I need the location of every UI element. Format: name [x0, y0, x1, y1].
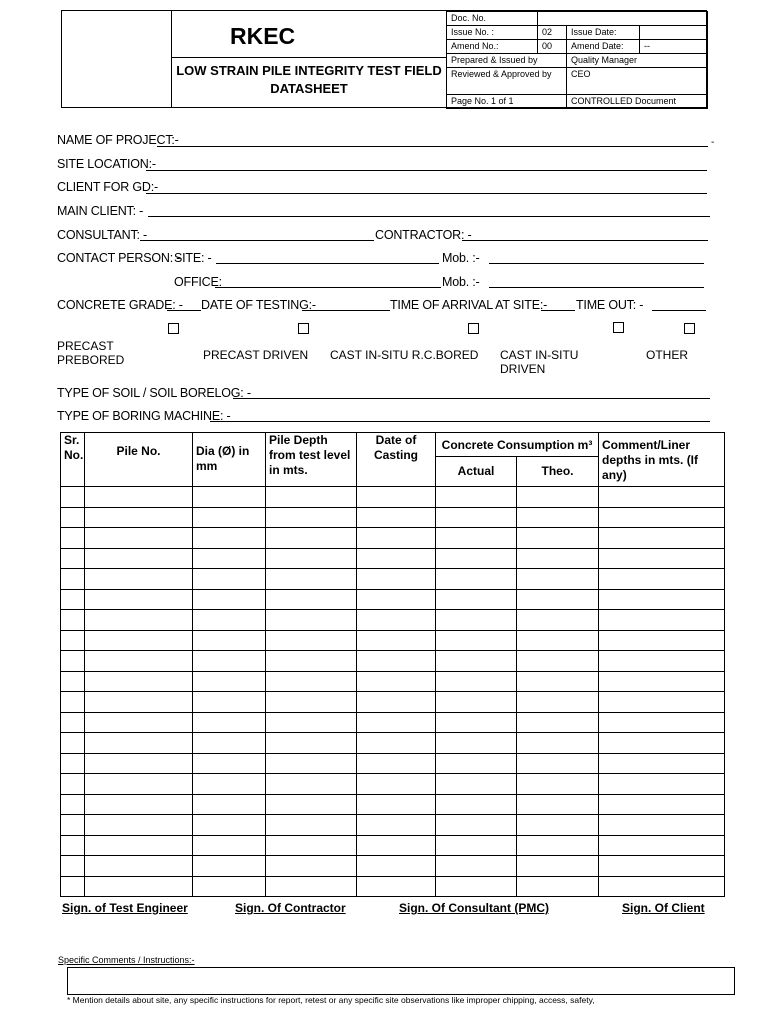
soil-field[interactable] [233, 398, 710, 399]
table-cell[interactable] [266, 569, 357, 590]
table-cell[interactable] [599, 528, 725, 549]
table-cell[interactable] [436, 651, 517, 672]
table-cell[interactable] [266, 815, 357, 836]
table-row [61, 835, 725, 856]
document-title [172, 58, 446, 108]
table-cell[interactable] [61, 651, 85, 672]
table-cell[interactable] [266, 692, 357, 713]
doc-no-value [538, 12, 708, 26]
table-cell[interactable] [193, 733, 266, 754]
table-cell[interactable] [61, 835, 85, 856]
amend-no-label: Amend No.: [447, 40, 538, 54]
document-control-table [446, 11, 708, 109]
contractor-label: CONTRACTOR: - [375, 228, 472, 242]
comment-header-text: Comment/Liner depths in mts. (If any) [602, 438, 699, 482]
reviewed-label: Reviewed & Approved by [447, 68, 567, 95]
table-cell[interactable] [436, 712, 517, 733]
table-cell[interactable] [193, 876, 266, 897]
table-cell[interactable] [61, 753, 85, 774]
boring-machine-field[interactable] [210, 421, 710, 422]
table-cell[interactable] [193, 671, 266, 692]
amend-no-value: 00 [538, 40, 567, 54]
table-cell[interactable] [436, 548, 517, 569]
issue-no-label: Issue No. : [447, 26, 538, 40]
table-cell[interactable] [266, 856, 357, 877]
contractor-field[interactable] [462, 240, 708, 241]
table-cell[interactable] [193, 856, 266, 877]
table-cell[interactable] [517, 610, 599, 631]
table-cell[interactable] [357, 589, 436, 610]
table-cell[interactable] [517, 753, 599, 774]
table-cell[interactable] [517, 876, 599, 897]
table-cell[interactable] [85, 630, 193, 651]
table-row [61, 487, 725, 508]
table-cell[interactable] [193, 835, 266, 856]
contractor-signature: Sign. Of Contractor [235, 901, 346, 915]
table-cell[interactable] [436, 528, 517, 549]
table-cell[interactable] [266, 712, 357, 733]
table-cell[interactable] [266, 507, 357, 528]
table-row [61, 856, 725, 877]
table-cell[interactable] [266, 835, 357, 856]
table-cell[interactable] [85, 671, 193, 692]
table-cell[interactable] [436, 835, 517, 856]
table-cell[interactable] [517, 671, 599, 692]
main-client-field[interactable] [148, 216, 710, 217]
main-client-label: MAIN CLIENT: - [57, 204, 144, 218]
table-cell[interactable] [61, 692, 85, 713]
precast-prebored-label: PRECAST PREBORED [57, 339, 125, 367]
table-cell[interactable] [193, 692, 266, 713]
table-cell[interactable] [85, 610, 193, 631]
mob-field-2[interactable] [489, 287, 704, 288]
precast-prebored-checkbox[interactable] [168, 323, 179, 334]
concrete-grade-label: CONCRETE GRADE: - [57, 298, 183, 312]
table-row [61, 630, 725, 651]
table-row [61, 548, 725, 569]
table-row [61, 733, 725, 754]
reviewed-value: CEO [567, 68, 708, 95]
table-cell[interactable] [61, 589, 85, 610]
table-cell[interactable] [61, 507, 85, 528]
cast-driven-checkbox[interactable] [613, 322, 624, 333]
table-row [61, 794, 725, 815]
table-cell[interactable] [61, 548, 85, 569]
table-cell[interactable] [266, 876, 357, 897]
table-cell[interactable] [85, 651, 193, 672]
table-cell[interactable] [357, 876, 436, 897]
table-cell[interactable] [266, 774, 357, 795]
table-cell[interactable] [266, 794, 357, 815]
table-cell[interactable] [599, 733, 725, 754]
table-cell[interactable] [61, 487, 85, 508]
table-body [61, 487, 725, 897]
time-out-label: TIME OUT: - [576, 298, 644, 312]
table-cell[interactable] [436, 692, 517, 713]
company-name: RKEC [172, 11, 446, 58]
table-cell[interactable] [599, 487, 725, 508]
table-cell[interactable] [517, 712, 599, 733]
table-cell[interactable] [357, 671, 436, 692]
table-cell[interactable] [436, 630, 517, 651]
table-cell[interactable] [85, 548, 193, 569]
table-cell[interactable] [599, 589, 725, 610]
table-cell[interactable] [85, 569, 193, 590]
table-cell[interactable] [517, 856, 599, 877]
table-cell[interactable] [517, 774, 599, 795]
consultant-field[interactable] [140, 240, 374, 241]
soil-label: TYPE OF SOIL / SOIL BORELOG: - [57, 386, 251, 400]
table-cell[interactable] [357, 856, 436, 877]
dia-header: Dia (Ø) in mm [193, 433, 266, 487]
boring-machine-label: TYPE OF BORING MACHINE: - [57, 409, 231, 423]
table-cell[interactable] [266, 610, 357, 631]
table-cell[interactable] [436, 569, 517, 590]
precast-driven-label: PRECAST DRIVEN [203, 348, 309, 362]
title-line-1: LOW STRAIN PILE INTEGRITY TEST FIELD [176, 63, 442, 78]
project-field[interactable] [157, 146, 708, 147]
table-cell[interactable] [193, 630, 266, 651]
table-cell[interactable] [517, 630, 599, 651]
table-cell[interactable] [436, 733, 517, 754]
table-cell[interactable] [85, 712, 193, 733]
table-cell[interactable] [599, 856, 725, 877]
table-cell[interactable] [517, 733, 599, 754]
table-cell[interactable] [61, 528, 85, 549]
table-cell[interactable] [599, 610, 725, 631]
table-cell[interactable] [85, 733, 193, 754]
table-cell[interactable] [599, 692, 725, 713]
table-cell[interactable] [61, 671, 85, 692]
table-cell[interactable] [61, 630, 85, 651]
other-checkbox[interactable] [684, 323, 695, 334]
table-cell[interactable] [266, 733, 357, 754]
client-gd-field[interactable] [146, 193, 707, 194]
table-cell[interactable] [517, 528, 599, 549]
table-cell[interactable] [193, 507, 266, 528]
table-cell[interactable] [266, 528, 357, 549]
table-cell[interactable] [193, 487, 266, 508]
table-cell[interactable] [357, 507, 436, 528]
cast-bored-label: CAST IN-SITU R.C.BORED [330, 348, 479, 362]
table-cell[interactable] [517, 651, 599, 672]
table-cell[interactable] [436, 671, 517, 692]
table-cell[interactable] [357, 630, 436, 651]
doc-no-label: Doc. No. [447, 12, 538, 26]
date-testing-label: DATE OF TESTING:- [201, 298, 316, 312]
table-cell[interactable] [599, 507, 725, 528]
table-row [61, 753, 725, 774]
table-cell[interactable] [85, 856, 193, 877]
mob-field-1[interactable] [489, 263, 704, 264]
test-engineer-signature: Sign. of Test Engineer [62, 901, 188, 915]
table-row [61, 876, 725, 897]
table-cell[interactable] [85, 692, 193, 713]
table-row [61, 692, 725, 713]
specific-comments-label: Specific Comments / Instructions:- [58, 955, 195, 965]
table-cell[interactable] [357, 610, 436, 631]
site-location-label: SITE LOCATION:- [57, 157, 156, 171]
table-cell[interactable] [266, 589, 357, 610]
table-cell[interactable] [266, 487, 357, 508]
site-contact-field[interactable] [216, 263, 439, 264]
table-cell[interactable] [599, 753, 725, 774]
project-label: NAME OF PROJECT:- [57, 133, 179, 147]
table-cell[interactable] [61, 815, 85, 836]
table-row [61, 507, 725, 528]
table-cell[interactable] [599, 651, 725, 672]
table-row [61, 651, 725, 672]
arrival-label: TIME OF ARRIVAL AT SITE:- [390, 298, 548, 312]
issue-date-value [640, 26, 708, 40]
site-contact-label: SITE: - [174, 251, 212, 265]
table-cell[interactable] [85, 815, 193, 836]
cast-driven-label: CAST IN-SITU DRIVEN [500, 348, 579, 376]
table-cell[interactable] [193, 712, 266, 733]
table-cell[interactable] [599, 712, 725, 733]
table-cell[interactable] [193, 651, 266, 672]
date-testing-field[interactable] [302, 310, 390, 311]
table-cell[interactable] [193, 569, 266, 590]
table-row [61, 712, 725, 733]
table-cell[interactable] [357, 733, 436, 754]
table-cell[interactable] [436, 610, 517, 631]
consultant-signature: Sign. Of Consultant (PMC) [399, 901, 549, 915]
specific-comments-note: * Mention details about site, any specific instructions for report, retest or any specific site observations like improper chipping, access, safety, [67, 995, 595, 1005]
page-number: Page No. 1 of 1 [447, 95, 567, 109]
pile-depth-header: Pile Depth from test level in mts. [266, 433, 357, 487]
table-cell[interactable] [599, 794, 725, 815]
table-row [61, 610, 725, 631]
table-cell[interactable] [517, 548, 599, 569]
office-field[interactable] [215, 287, 441, 288]
document-header [61, 10, 707, 108]
table-cell[interactable] [193, 794, 266, 815]
client-signature: Sign. Of Client [622, 901, 705, 915]
table-cell[interactable] [517, 794, 599, 815]
table-cell[interactable] [599, 815, 725, 836]
table-cell[interactable] [85, 528, 193, 549]
table-cell[interactable] [357, 528, 436, 549]
table-cell[interactable] [599, 569, 725, 590]
table-cell[interactable] [599, 876, 725, 897]
table-row [61, 589, 725, 610]
arrival-field[interactable] [541, 310, 575, 311]
table-cell[interactable] [61, 733, 85, 754]
table-cell[interactable] [357, 487, 436, 508]
title-line-2: DATASHEET [270, 81, 348, 96]
amend-date-value: -- [640, 40, 708, 54]
table-cell[interactable] [357, 774, 436, 795]
table-cell[interactable] [85, 507, 193, 528]
controlled-label: CONTROLLED Document [567, 95, 708, 109]
table-cell[interactable] [61, 876, 85, 897]
table-cell[interactable] [85, 835, 193, 856]
table-cell[interactable] [436, 794, 517, 815]
cast-bored-checkbox[interactable] [468, 323, 479, 334]
project-tail-mark: - [711, 137, 715, 148]
table-cell[interactable] [436, 856, 517, 877]
table-cell[interactable] [599, 774, 725, 795]
client-gd-label: CLIENT FOR GD:- [57, 180, 158, 194]
table-cell[interactable] [357, 548, 436, 569]
table-cell[interactable] [517, 487, 599, 508]
mob-label-1: Mob. :- [442, 251, 480, 265]
table-row [61, 528, 725, 549]
comment-header [599, 433, 725, 487]
table-cell[interactable] [193, 774, 266, 795]
table-cell[interactable] [517, 815, 599, 836]
table-cell[interactable] [193, 815, 266, 836]
table-cell[interactable] [436, 507, 517, 528]
table-cell[interactable] [61, 774, 85, 795]
table-cell[interactable] [266, 671, 357, 692]
table-cell[interactable] [599, 835, 725, 856]
table-cell[interactable] [61, 569, 85, 590]
table-cell[interactable] [436, 815, 517, 836]
theo-header: Theo. [517, 457, 599, 487]
table-cell[interactable] [599, 548, 725, 569]
table-cell[interactable] [193, 548, 266, 569]
table-cell[interactable] [517, 507, 599, 528]
table-cell[interactable] [436, 487, 517, 508]
table-cell[interactable] [61, 712, 85, 733]
date-casting-header: Date of Casting [357, 433, 436, 487]
concrete-grade-field[interactable] [167, 310, 201, 311]
table-cell[interactable] [357, 815, 436, 836]
table-cell[interactable] [517, 692, 599, 713]
other-label: OTHER [646, 348, 688, 362]
table-cell[interactable] [599, 630, 725, 651]
table-cell[interactable] [357, 835, 436, 856]
precast-driven-checkbox[interactable] [298, 323, 309, 334]
table-cell[interactable] [85, 794, 193, 815]
pile-test-table [60, 432, 725, 897]
table-cell[interactable] [517, 569, 599, 590]
table-cell[interactable] [193, 528, 266, 549]
table-row [61, 671, 725, 692]
consultant-label: CONSULTANT: - [57, 228, 147, 242]
table-row [61, 569, 725, 590]
prepared-value: Quality Manager [567, 54, 708, 68]
table-cell[interactable] [357, 692, 436, 713]
table-cell[interactable] [357, 753, 436, 774]
concrete-consumption-header: Concrete Consumption m³ [436, 433, 599, 457]
table-cell[interactable] [85, 774, 193, 795]
table-cell[interactable] [61, 856, 85, 877]
table-cell[interactable] [85, 753, 193, 774]
table-cell[interactable] [266, 630, 357, 651]
table-cell[interactable] [85, 589, 193, 610]
mob-label-2: Mob. :- [442, 275, 480, 289]
table-cell[interactable] [436, 589, 517, 610]
table-cell[interactable] [357, 794, 436, 815]
prepared-label: Prepared & Issued by [447, 54, 567, 68]
table-cell[interactable] [517, 589, 599, 610]
table-cell[interactable] [193, 589, 266, 610]
table-cell[interactable] [85, 487, 193, 508]
table-cell[interactable] [599, 671, 725, 692]
amend-date-label: Amend Date: [567, 40, 640, 54]
table-row [61, 774, 725, 795]
time-out-field[interactable] [652, 310, 706, 311]
table-cell[interactable] [193, 753, 266, 774]
site-location-field[interactable] [146, 170, 707, 171]
office-label: OFFICE: [174, 275, 222, 289]
table-cell[interactable] [266, 548, 357, 569]
contact-person-label: CONTACT PERSON: - [57, 251, 181, 265]
specific-comments-box[interactable] [67, 967, 735, 995]
table-row [61, 815, 725, 836]
logo-cell [62, 11, 172, 107]
table-cell[interactable] [357, 712, 436, 733]
table-cell[interactable] [357, 651, 436, 672]
table-cell[interactable] [436, 753, 517, 774]
pile-no-header: Pile No. [85, 433, 193, 487]
table-cell[interactable] [61, 794, 85, 815]
table-cell[interactable] [436, 876, 517, 897]
table-cell[interactable] [266, 753, 357, 774]
table-cell[interactable] [357, 569, 436, 590]
sr-no-header: Sr. No. [61, 433, 85, 487]
issue-no-value: 02 [538, 26, 567, 40]
issue-date-label: Issue Date: [567, 26, 640, 40]
table-cell[interactable] [517, 835, 599, 856]
table-cell[interactable] [85, 876, 193, 897]
table-cell[interactable] [61, 610, 85, 631]
table-cell[interactable] [266, 651, 357, 672]
table-cell[interactable] [193, 610, 266, 631]
table-cell[interactable] [436, 774, 517, 795]
actual-header: Actual [436, 457, 517, 487]
